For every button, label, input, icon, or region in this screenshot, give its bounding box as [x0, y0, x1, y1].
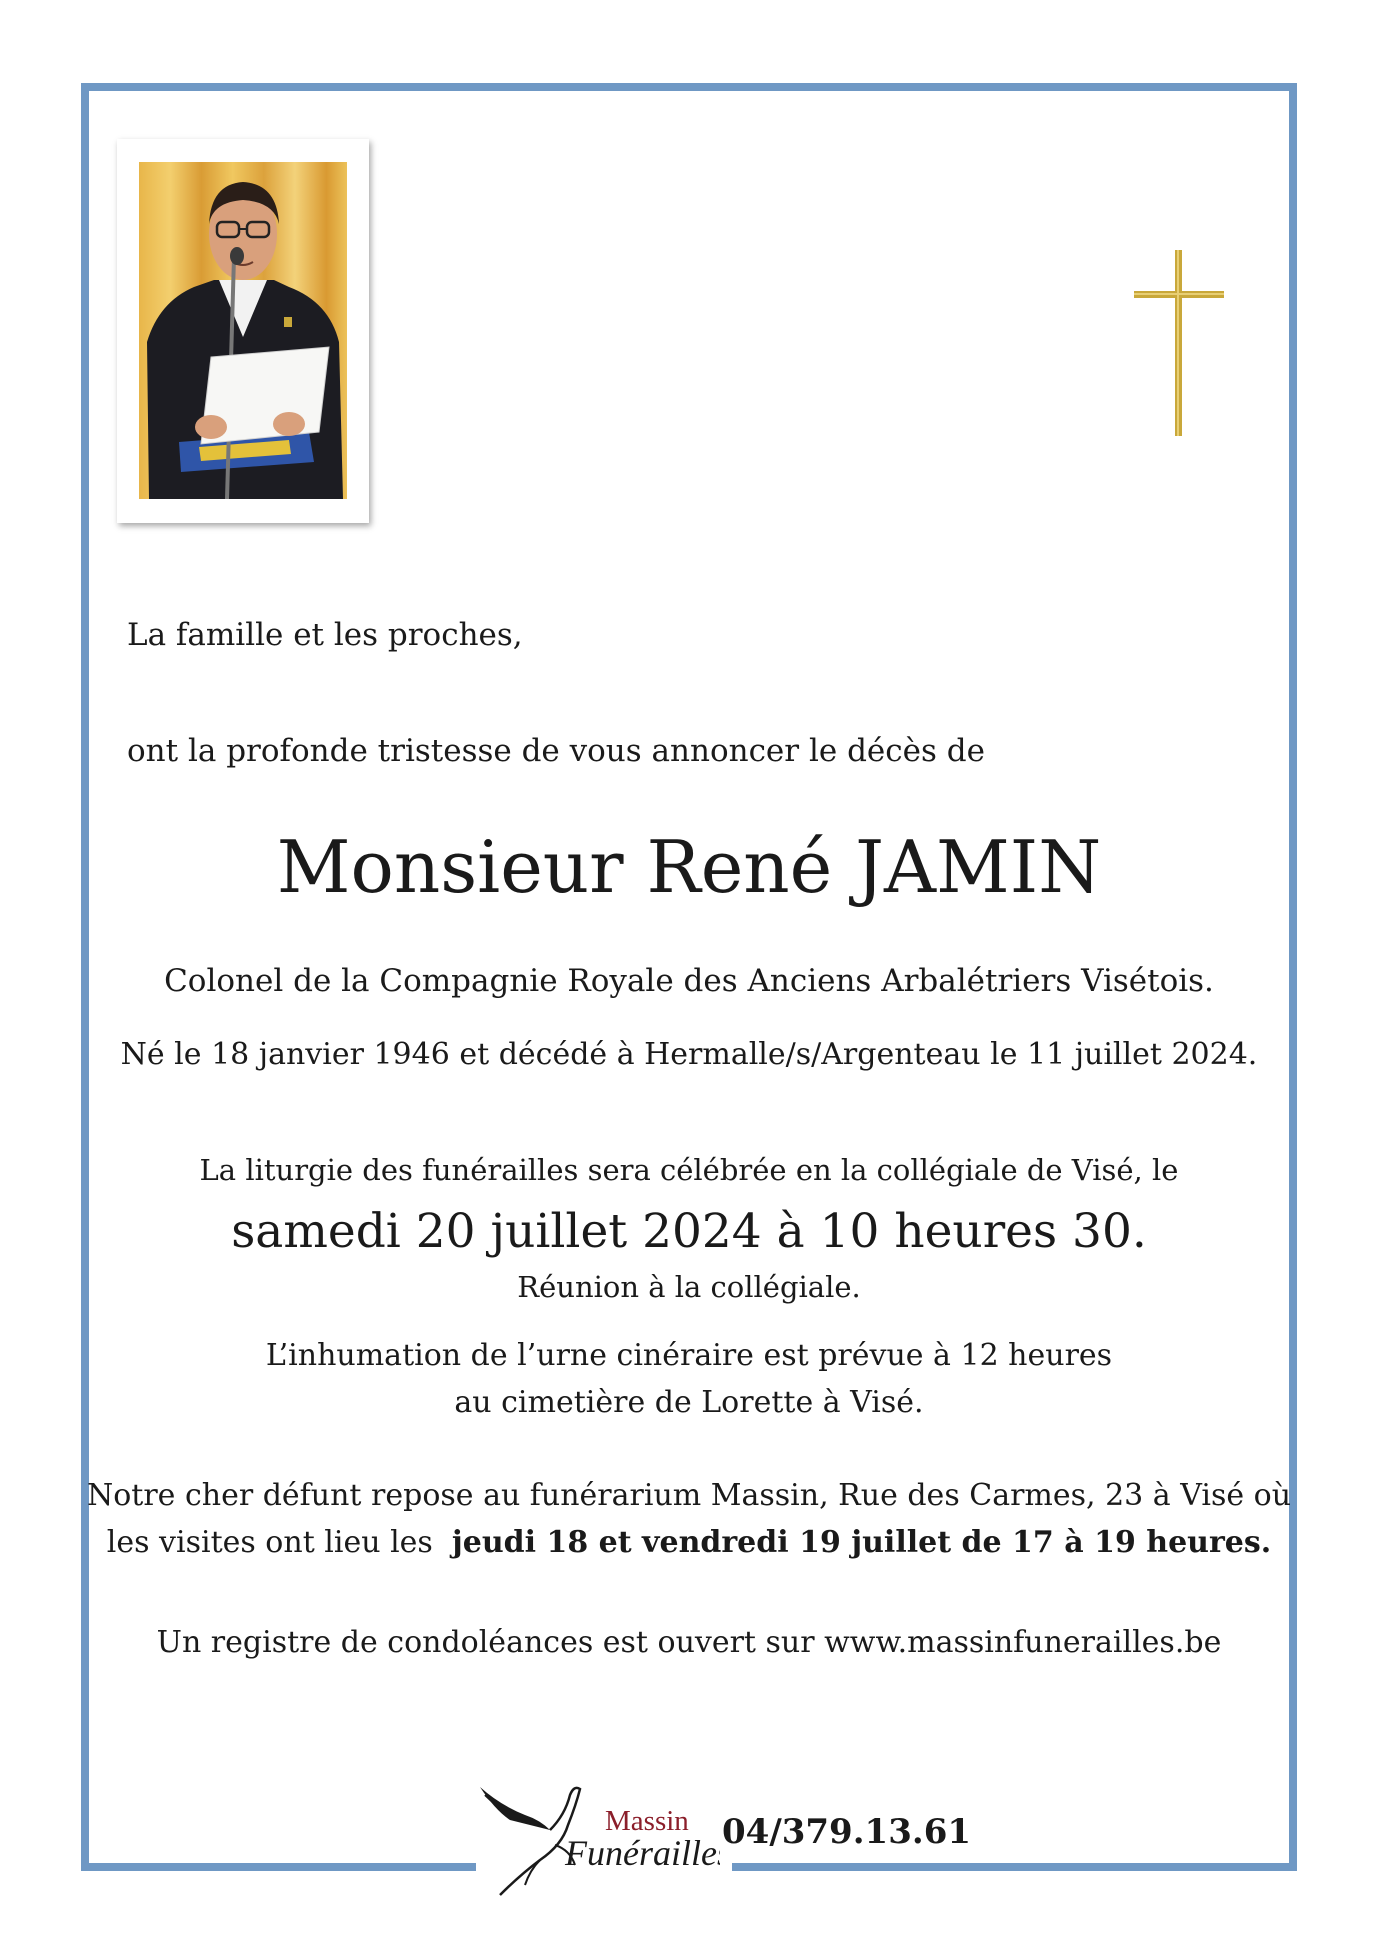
inhumation-line-1: L’inhumation de l’urne cinéraire est prévue à 12 heures: [265, 1338, 1113, 1373]
dove-logo-icon: [470, 1775, 720, 1905]
liturgy-datetime: samedi 20 juillet 2024 à 10 heures 30.: [231, 1204, 1147, 1259]
birth-death-line: Né le 18 janvier 1946 et décédé à Hermalle/s/Argenteau le 11 juillet 2024.: [120, 1037, 1258, 1072]
inhumation-line-2: au cimetière de Lorette à Visé.: [454, 1385, 924, 1420]
visits-dates: jeudi 18 et vendredi 19 juillet de 17 à 19 heures.: [451, 1525, 1272, 1560]
condolences-line: Un registre de condoléances est ouvert sur www.massinfunerailles.be: [156, 1625, 1222, 1660]
cross-icon: [1134, 250, 1224, 436]
liturgy-intro: La liturgie des funérailles sera célébrée en la collégiale de Visé, le: [199, 1153, 1179, 1187]
portrait-image: [139, 162, 347, 499]
massin-logo: [470, 1775, 720, 1909]
intro-line: La famille et les proches,: [127, 617, 523, 653]
visits-line-1: Notre cher défunt repose au funérarium Massin, Rue des Carmes, 23 à Visé où: [86, 1478, 1292, 1513]
liturgy-meeting: Réunion à la collégiale.: [517, 1270, 861, 1304]
logo-word-2: Funérailles: [565, 1833, 720, 1873]
portrait-photo: [117, 139, 369, 523]
title-line: Colonel de la Compagnie Royale des Anciens Arbalétriers Visétois.: [164, 963, 1214, 999]
visits-prefix: les visites ont lieu les: [106, 1525, 433, 1560]
visits-line-2: [0, 1525, 1378, 1560]
deceased-name: Monsieur René JAMIN: [276, 825, 1102, 909]
announcement-line: ont la profonde tristesse de vous annoncer le décès de: [127, 733, 985, 769]
logo-word-1: Massin: [605, 1805, 689, 1837]
phone-number: 04/379.13.61: [722, 1812, 972, 1852]
